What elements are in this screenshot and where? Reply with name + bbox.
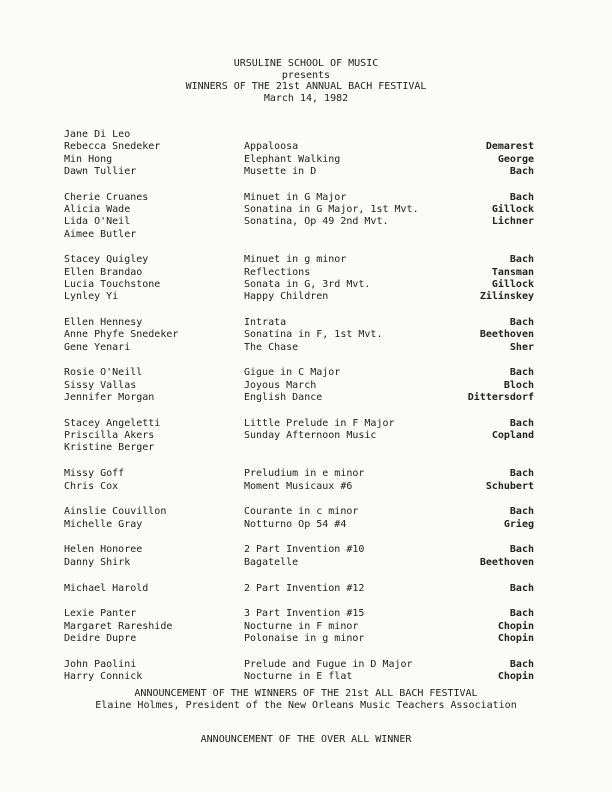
piece-title: Nocturne in F minor bbox=[244, 620, 359, 632]
winner-row bbox=[64, 204, 534, 216]
student-name: Stacey Quigley bbox=[64, 254, 149, 266]
composer-name: Bach bbox=[509, 317, 534, 329]
student-name: Lida O'Neil bbox=[64, 216, 131, 228]
student-name: Margaret Rareshide bbox=[64, 620, 173, 632]
winner-row bbox=[64, 621, 534, 633]
student-name: Min Hong bbox=[64, 153, 113, 165]
winner-group bbox=[64, 583, 534, 595]
composer-name: Zilinskey bbox=[479, 291, 534, 303]
festival-title: WINNERS OF THE 21st ANNUAL BACH FESTIVAL bbox=[185, 81, 427, 92]
winner-row bbox=[64, 633, 534, 645]
piece-title: 3 Part Invention #15 bbox=[244, 608, 365, 620]
festival-date: March 14, 1982 bbox=[263, 92, 349, 104]
winner-row bbox=[64, 367, 534, 379]
composer-name: George bbox=[497, 153, 534, 165]
composer-name: Chopin bbox=[497, 671, 534, 682]
composer-name: Beethoven bbox=[479, 329, 534, 341]
winner-group bbox=[64, 254, 534, 303]
piece-title: The Chase bbox=[244, 341, 299, 353]
composer-name: Sher bbox=[509, 341, 534, 353]
student-name: Alicia Wade bbox=[64, 203, 131, 215]
winner-row bbox=[64, 608, 534, 620]
winner-row bbox=[64, 392, 534, 404]
student-name: Chris Cox bbox=[64, 480, 119, 492]
piece-title: Notturno Op 54 #4 bbox=[244, 518, 347, 530]
piece-title: Sonatina in F, 1st Mvt. bbox=[244, 329, 383, 341]
composer-name: Gillock bbox=[491, 278, 534, 290]
piece-title: Sonatina in G Major, 1st Mvt. bbox=[244, 203, 419, 215]
piece-title: Bagatelle bbox=[244, 556, 299, 568]
piece-title: Moment Musicaux #6 bbox=[244, 480, 353, 492]
winner-row bbox=[64, 141, 534, 153]
winner-row bbox=[64, 279, 534, 291]
student-name: Lynley Yi bbox=[64, 291, 119, 303]
piece-title: Gigue in C Major bbox=[244, 367, 341, 379]
winner-row bbox=[64, 192, 534, 204]
student-name: Ellen Hennesy bbox=[64, 317, 143, 329]
composer-name: Grieg bbox=[503, 518, 534, 530]
winner-row bbox=[64, 671, 534, 683]
piece-title: Sunday Afternoon Music bbox=[244, 430, 377, 442]
student-name: Stacey Angeletti bbox=[64, 417, 161, 429]
piece-title: Courante in c minor bbox=[244, 506, 359, 518]
piece-title: Happy Children bbox=[244, 291, 329, 303]
winner-row bbox=[64, 380, 534, 392]
student-name: Gene Yenari bbox=[64, 341, 131, 353]
piece-title: Nocturne in E flat bbox=[244, 671, 353, 682]
winner-row bbox=[64, 317, 534, 329]
winner-row bbox=[64, 166, 534, 178]
winner-group bbox=[64, 468, 534, 493]
winner-row bbox=[64, 342, 534, 354]
student-name: John Paolini bbox=[64, 658, 137, 670]
winner-group bbox=[64, 317, 534, 354]
student-name: Dawn Tullier bbox=[64, 165, 137, 177]
student-name: Lexie Panter bbox=[64, 608, 137, 620]
winner-group bbox=[64, 129, 534, 178]
winner-row bbox=[64, 519, 534, 531]
winner-row bbox=[64, 418, 534, 430]
student-name: Ellen Brandao bbox=[64, 266, 143, 278]
piece-title: Minuet in G Major bbox=[244, 191, 347, 203]
announcement-presenter: Elaine Holmes, President of the New Orleans Music Teachers Association bbox=[95, 700, 517, 711]
student-name: Michael Harold bbox=[64, 582, 149, 594]
winner-row bbox=[64, 544, 534, 556]
student-name: Rosie O'Neill bbox=[64, 367, 143, 379]
winner-row bbox=[64, 154, 534, 166]
student-name: Harry Connick bbox=[64, 671, 143, 682]
composer-name: Bach bbox=[509, 417, 534, 429]
announcement-overall: ANNOUNCEMENT OF THE OVER ALL WINNER bbox=[200, 734, 412, 745]
winner-row bbox=[64, 129, 534, 141]
winner-row bbox=[64, 557, 534, 569]
winner-group bbox=[64, 418, 534, 455]
student-name: Aimee Butler bbox=[64, 228, 137, 240]
composer-name: Demarest bbox=[485, 141, 534, 153]
program-footer bbox=[0, 688, 612, 746]
student-name: Priscilla Akers bbox=[64, 430, 155, 442]
student-name: Deidre Dupre bbox=[64, 632, 137, 644]
student-name: Cherie Cruanes bbox=[64, 191, 149, 203]
winner-row bbox=[64, 468, 534, 480]
composer-name: Bach bbox=[509, 658, 534, 670]
student-name: Anne Phyfe Snedeker bbox=[64, 329, 179, 341]
piece-title: Reflections bbox=[244, 266, 311, 278]
composer-name: Bach bbox=[509, 608, 534, 620]
student-name: Helen Honoree bbox=[64, 544, 143, 556]
composer-name: Gillock bbox=[491, 203, 534, 215]
piece-title: Prelude and Fugue in D Major bbox=[244, 658, 413, 670]
composer-name: Tansman bbox=[491, 266, 534, 278]
composer-name: Bach bbox=[509, 254, 534, 266]
composer-name: Bloch bbox=[503, 379, 534, 391]
composer-name: Bach bbox=[509, 191, 534, 203]
winner-group bbox=[64, 659, 534, 684]
piece-title: Musette in D bbox=[244, 165, 317, 177]
winner-group bbox=[64, 544, 534, 569]
composer-name: Bach bbox=[509, 165, 534, 177]
student-name: Danny Shirk bbox=[64, 556, 131, 568]
school-name: URSULINE SCHOOL OF MUSIC bbox=[233, 58, 379, 69]
piece-title: Elephant Walking bbox=[244, 153, 341, 165]
composer-name: Copland bbox=[491, 430, 534, 442]
winner-row bbox=[64, 216, 534, 228]
piece-title: Minuet in g minor bbox=[244, 254, 347, 266]
presents-line: presents bbox=[281, 69, 331, 81]
piece-title: Sonatina, Op 49 2nd Mvt. bbox=[244, 216, 389, 228]
winner-row bbox=[64, 583, 534, 595]
student-name: Jennifer Morgan bbox=[64, 392, 155, 404]
composer-name: Lichner bbox=[491, 216, 534, 228]
announcement-winners: ANNOUNCEMENT OF THE WINNERS OF THE 21st ALL BACH FESTIVAL bbox=[134, 688, 478, 699]
student-name: Missy Goff bbox=[64, 468, 125, 480]
piece-title: Preludium in e minor bbox=[244, 468, 365, 480]
composer-name: Bach bbox=[509, 468, 534, 480]
student-name: Michelle Gray bbox=[64, 518, 143, 530]
winner-row bbox=[64, 291, 534, 303]
winner-row bbox=[64, 659, 534, 671]
piece-title: Joyous March bbox=[244, 379, 317, 391]
composer-name: Bach bbox=[509, 544, 534, 556]
composer-name: Chopin bbox=[497, 620, 534, 632]
composer-name: Schubert bbox=[485, 480, 534, 492]
student-name: Ainslie Couvillon bbox=[64, 506, 167, 518]
composer-name: Bach bbox=[509, 367, 534, 379]
winner-row bbox=[64, 481, 534, 493]
composer-name: Beethoven bbox=[479, 556, 534, 568]
winner-row bbox=[64, 267, 534, 279]
piece-title: Sonata in G, 3rd Mvt. bbox=[244, 278, 371, 290]
footer-spacer bbox=[0, 712, 612, 734]
piece-title: Appaloosa bbox=[244, 141, 299, 153]
winner-row bbox=[64, 430, 534, 442]
composer-name: Bach bbox=[509, 506, 534, 518]
winners-list bbox=[64, 129, 534, 697]
winner-row bbox=[64, 329, 534, 341]
piece-title: Polonaise in g minor bbox=[244, 632, 365, 644]
composer-name: Dittersdorf bbox=[467, 392, 534, 404]
piece-title: Little Prelude in F Major bbox=[244, 417, 395, 429]
winner-group bbox=[64, 506, 534, 531]
student-name: Rebecca Snedeker bbox=[64, 141, 161, 153]
composer-name: Chopin bbox=[497, 632, 534, 644]
composer-name: Bach bbox=[509, 582, 534, 594]
winner-group bbox=[64, 192, 534, 241]
student-name: Sissy Vallas bbox=[64, 379, 137, 391]
student-name: Kristine Berger bbox=[64, 442, 155, 454]
piece-title: 2 Part Invention #10 bbox=[244, 544, 365, 556]
program-header bbox=[0, 58, 612, 104]
winner-group bbox=[64, 608, 534, 645]
winner-row bbox=[64, 506, 534, 518]
winner-row bbox=[64, 254, 534, 266]
student-name: Lucia Touchstone bbox=[64, 278, 161, 290]
winner-row bbox=[64, 229, 534, 241]
winner-group bbox=[64, 367, 534, 404]
piece-title: 2 Part Invention #12 bbox=[244, 582, 365, 594]
student-name: Jane Di Leo bbox=[64, 129, 131, 140]
piece-title: Intrata bbox=[244, 317, 287, 329]
piece-title: English Dance bbox=[244, 392, 323, 404]
winner-row bbox=[64, 442, 534, 454]
